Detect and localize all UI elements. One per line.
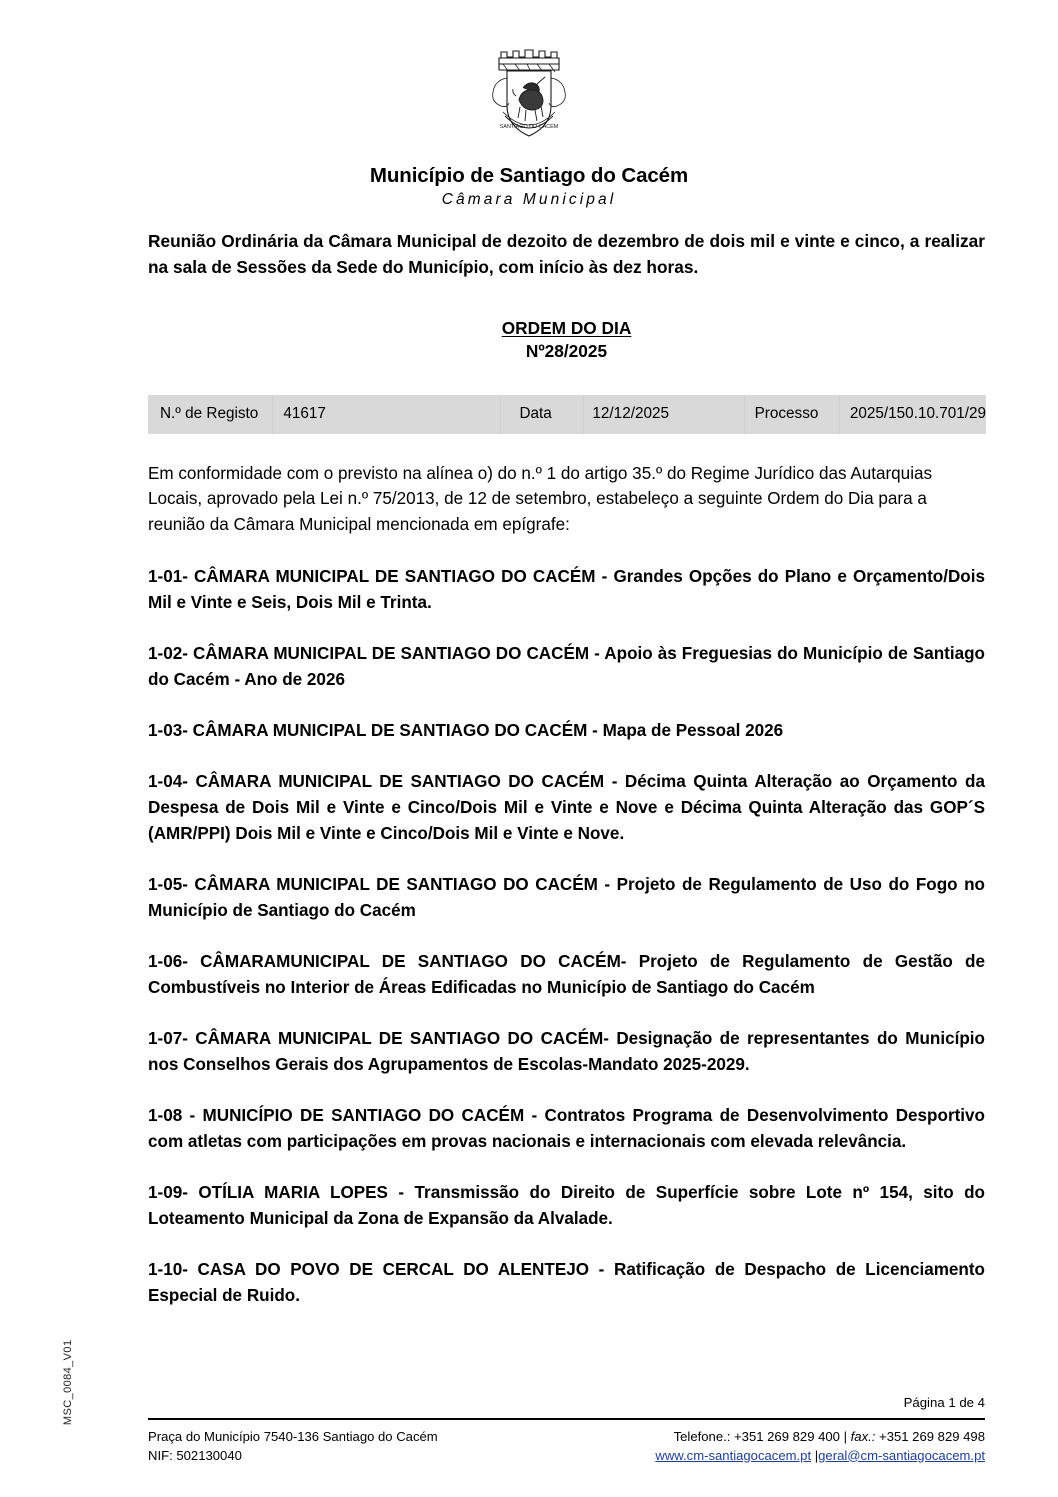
- intro-paragraph: Em conformidade com o previsto na alínea o) do n.º 1 do artigo 35.º do Regime Jurídico das Autarquias Locais, aprovado pela Lei n.º 75/2013, de 12 de setembro, estabeleço a seguinte Ordem do Dia para a reunião da Câmara Municipal mencionada em epígrafe:: [148, 463, 933, 535]
- footer-phone-line: [655, 1428, 985, 1447]
- document-heading: [148, 317, 985, 364]
- agenda-item: 1-05- CÂMARA MUNICIPAL DE SANTIAGO DO CACÉM - Projeto de Regulamento de Uso do Fogo no Município de Santiago do Cacém: [148, 875, 985, 921]
- footer-address-line-1: Praça do Município 7540-136 Santiago do Cacém: [148, 1429, 438, 1444]
- agenda-item: 1-09- OTÍLIA MARIA LOPES - Transmissão do Direito de Superfície sobre Lote nº 154, sito do Loteamento Municipal da Zona de Expansão da Alvalade.: [148, 1182, 985, 1228]
- page-number: Página 1 de 4: [903, 1395, 985, 1410]
- organization-title: Município de Santiago do Cacém: [369, 164, 689, 187]
- registry-processo-label: Processo: [744, 395, 839, 434]
- agenda-item: 1-03- CÂMARA MUNICIPAL DE SANTIAGO DO CACÉM - Mapa de Pessoal 2026: [148, 721, 784, 741]
- coat-of-arms-icon: [481, 44, 577, 152]
- registry-data-label: Data: [500, 395, 583, 434]
- registry-data-value: 12/12/2025: [583, 395, 743, 434]
- agenda-item: 1-04- CÂMARA MUNICIPAL DE SANTIAGO DO CACÉM - Décima Quinta Alteração ao Orçamento da Despesa de Dois Mil e Vinte e Cinco/Dois Mil e Vinte e Nove e Décima Quinta Alteração das GOP´S (AMR/PPI) Dois Mil e Vinte e Cinco/Dois Mil e Vinte e Nove.: [148, 772, 985, 844]
- footer-website-link[interactable]: www.cm-santiagocacem.pt: [655, 1447, 812, 1463]
- meeting-notice: Reunião Ordinária da Câmara Municipal de dezoito de dezembro de dois mil e vinte e cinco, a realizar na sala de Sessões da Sede do Município, com início às dez horas.: [148, 231, 985, 278]
- heading-number: Nº28/2025: [525, 341, 608, 362]
- registry-processo-value: 2025/150.10.701/29: [839, 395, 986, 434]
- agenda-item: 1-02- CÂMARA MUNICIPAL DE SANTIAGO DO CACÉM - Apoio às Freguesias do Município de Santiago do Cacém - Ano de 2026: [148, 644, 985, 690]
- footer-email-link[interactable]: geral@cm-santiagocacem.pt: [818, 1447, 985, 1463]
- registry-registo-label: N.º de Registo: [160, 405, 259, 422]
- footer-divider: [148, 1418, 985, 1420]
- heading-title: ORDEM DO DIA: [501, 317, 632, 338]
- document-footer: [148, 1428, 985, 1465]
- document-side-code: [62, 1254, 74, 1426]
- organization-subtitle: Câmara Municipal: [441, 190, 617, 208]
- footer-fax-label: fax.:: [850, 1429, 876, 1444]
- footer-address-line-2: NIF: 502130040: [148, 1447, 242, 1463]
- footer-phone-label: Telefone.:: [673, 1429, 731, 1444]
- footer-separator: |: [843, 1429, 848, 1444]
- footer-separator: |: [814, 1447, 819, 1463]
- document-content: [148, 228, 985, 1309]
- footer-phone-value: +351 269 829 400: [734, 1429, 840, 1444]
- side-code-text: MSC_0084_V01: [62, 1339, 74, 1426]
- footer-contacts: [655, 1428, 985, 1465]
- svg-text:SANTIAGO DO CACÉM: SANTIAGO DO CACÉM: [499, 124, 559, 130]
- footer-address: [148, 1428, 438, 1465]
- registry-table: [148, 395, 986, 434]
- agenda-item: 1-01- CÂMARA MUNICIPAL DE SANTIAGO DO CACÉM - Grandes Opções do Plano e Orçamento/Dois Mil e Vinte e Seis, Dois Mil e Trinta.: [148, 567, 985, 613]
- agenda-item: 1-07- CÂMARA MUNICIPAL DE SANTIAGO DO CACÉM- Designação de representantes do Município nos Conselhos Gerais dos Agrupamentos de Escolas-Mandato 2025-2029.: [148, 1029, 985, 1074]
- registry-registo-value: 41617: [272, 395, 500, 434]
- agenda-item: 1-06- CÂMARAMUNICIPAL DE SANTIAGO DO CACÉM- Projeto de Regulamento de Gestão de Combustíveis no Interior de Áreas Edificadas no Município de Santiago do Cacém: [148, 952, 985, 998]
- agenda-item: 1-08 - MUNICÍPIO DE SANTIAGO DO CACÉM - Contratos Programa de Desenvolvimento Desportivo com atletas com participações em provas nacionais e internacionais com elevada relevância.: [148, 1105, 985, 1151]
- agenda-item: 1-10- CASA DO POVO DE CERCAL DO ALENTEJO - Ratificação de Despacho de Licenciamento Especial de Ruido.: [148, 1259, 985, 1305]
- document-header: [0, 0, 1058, 208]
- footer-web-line: [655, 1447, 985, 1466]
- footer-fax-value: +351 269 829 498: [879, 1429, 985, 1444]
- agenda-list: [148, 564, 985, 1308]
